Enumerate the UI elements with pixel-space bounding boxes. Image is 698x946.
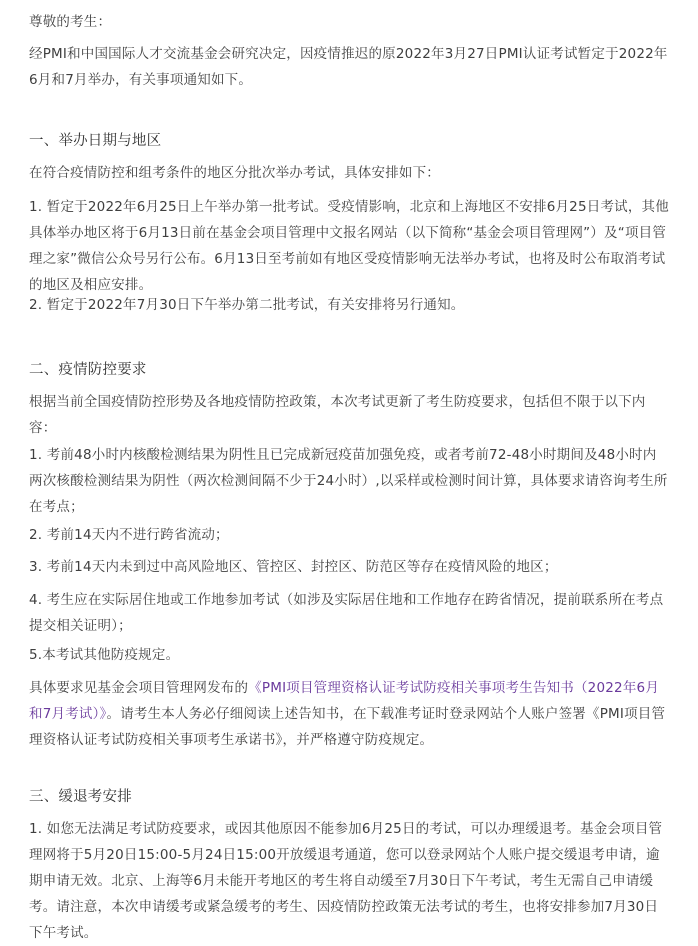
section-2-item-1: 1. 考前48小时内核酸检测结果为阴性且已完成新冠疫苗加强免疫，或者考前72-48小时期间及48小时内两次核酸检测结果为阴性（两次检测间隔不少于24小时）,以采样或检测时间计算，具体要求请咨询考生所在考点； xyxy=(29,447,668,515)
detail-prefix: 具体要求见基金会项目管理网发布的 xyxy=(29,680,249,696)
section-2-detail xyxy=(29,675,670,753)
section-1-title: 一、举办日期与地区 xyxy=(29,133,162,149)
greeting: 尊敬的考生： xyxy=(29,14,112,30)
section-2-item-2: 2. 考前14天内不进行跨省流动； xyxy=(29,527,229,543)
section-1-item-2: 2. 暂定于2022年7月30日下午举办第二批考试，有关安排将另行通知。 xyxy=(29,297,465,313)
section-3-item-1: 1. 如您无法满足考试防疫要求，或因其他原因不能参加6月25日的考试，可以办理缓退考。基金会项目管理网将于5月20日15:00-5月24日15:00开放缓退考通道，您可以登录网站个人账户提交缓退考申请，逾期申请无效。北京、上海等6月未能开考地区的考生将自动缓至7月30日下午考试，考生无需自己申请缓考。请注意，本次申请缓考或紧急缓考的考生、因疫情防控政策无法考试的考生，也将安排参加7月30日下午考试。 xyxy=(29,821,663,941)
section-2-item-3: 3. 考前14天内未到过中高风险地区、管控区、封控区、防范区等存在疫情风险的地区； xyxy=(29,559,558,575)
section-2-item-4: 4. 考生应在实际居住地或工作地参加考试（如涉及实际居住地和工作地存在跨省情况，提前联系所在考点提交相关证明）； xyxy=(29,592,664,634)
section-1-item-1: 1. 暂定于2022年6月25日上午举办第一批考试。受疫情影响，北京和上海地区不安排6月25日考试，其他具体举办地区将于6月13日前在基金会项目管理中文报名网站（以下简称“基金会项目管理网”）及“项目管理之家”微信公众号另行公布。6月13日至考前如有地区受疫情影响无法举办考试，也将及时公布取消考试的地区及相应安排。 xyxy=(29,199,669,293)
section-2-title: 二、疫情防控要求 xyxy=(29,362,147,378)
section-1-lead: 在符合疫情防控和组考条件的地区分批次举办考试，具体安排如下： xyxy=(29,165,440,181)
intro-paragraph: 经PMI和中国国际人才交流基金会研究决定，因疫情推迟的原2022年3月27日PMI认证考试暂定于2022年6月和7月举办，有关事项通知如下。 xyxy=(29,46,668,88)
section-2-item-5: 5.本考试其他防疫规定。 xyxy=(29,647,180,663)
section-3-title: 三、缓退考安排 xyxy=(29,789,132,805)
section-2-lead: 根据当前全国疫情防控形势及各地疫情防控政策，本次考试更新了考生防疫要求，包括但不限于以下内容： xyxy=(29,394,646,436)
detail-suffix: 。请考生本人务必仔细阅读上述告知书，在下载准考证时登录网站个人账户签署《PMI项目管理资格认证考试防疫相关事项考生承诺书》，并严格遵守防疫规定。 xyxy=(29,706,666,748)
notice-document-link[interactable]: 《PMI项目管理资格认证考试防疫相关事项考生告知书（2022年6月和7月考试）》 xyxy=(29,680,660,722)
